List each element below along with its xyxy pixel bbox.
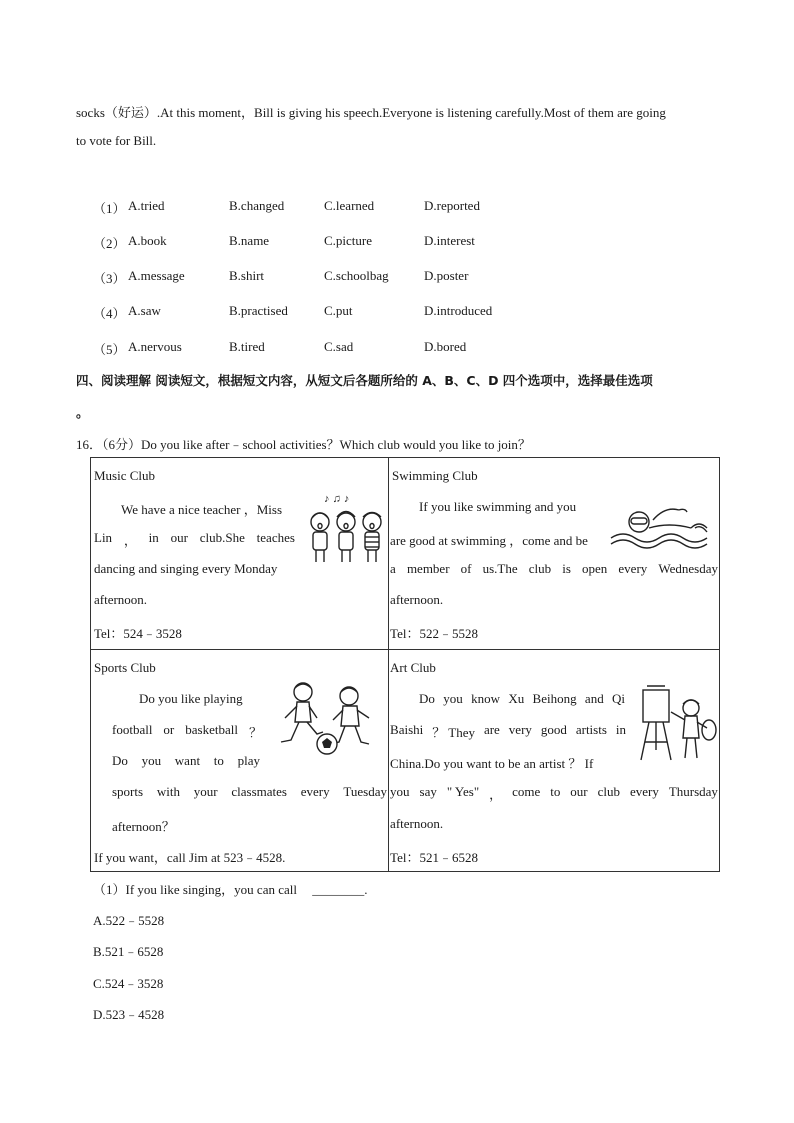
option-c[interactable]: C.picture <box>324 233 373 248</box>
club-text: We have a nice teacher ，Miss <box>121 502 283 517</box>
option-b[interactable]: B.shirt <box>229 268 265 283</box>
club-text: afternoon. <box>94 592 148 607</box>
option-a[interactable]: A.saw <box>128 303 161 318</box>
passage-line-2: to vote for Bill. <box>76 133 157 148</box>
option-b[interactable]: B.practised <box>229 303 288 318</box>
answer-blank[interactable]: ________. <box>312 882 368 897</box>
club-text: Lin ， in our club.She teaches <box>94 530 295 548</box>
club-text: sports with your classmates every Tuesday <box>112 784 387 799</box>
club-name: Swimming Club <box>392 468 478 483</box>
option-number: （4） <box>93 306 126 321</box>
music-club-cell <box>91 458 389 650</box>
art-club-cell <box>389 650 720 872</box>
answer-option-d[interactable]: D.523﹣4528 <box>93 1007 165 1022</box>
option-number: （1） <box>93 201 126 216</box>
sub-question <box>93 879 368 898</box>
option-c[interactable]: C.put <box>324 303 353 318</box>
club-name: Music Club <box>94 468 156 483</box>
swimming-club-cell <box>389 458 720 650</box>
option-b[interactable]: B.name <box>229 233 270 248</box>
passage-line-1: socks（好运）.At this moment，Bill is giving his speech.Everyone is listening carefully.Most of them are going <box>76 105 666 120</box>
option-c[interactable]: C.schoolbag <box>324 268 389 283</box>
answer-option-b[interactable]: B.521﹣6528 <box>93 944 164 959</box>
club-text: you say " Yes" ， come to our club every Thursday <box>390 784 718 802</box>
option-d[interactable]: D.bored <box>424 339 467 354</box>
option-d[interactable]: D.reported <box>424 198 480 213</box>
club-tel: Tel：521﹣6528 <box>390 850 478 865</box>
option-d[interactable]: D.poster <box>424 268 469 283</box>
option-number: （2） <box>93 236 126 251</box>
club-text: Baishi ？ They are very good artists in <box>390 722 626 740</box>
club-text: China.Do you want to be an artist ？ If <box>390 756 594 771</box>
painter-easel-icon <box>635 684 719 764</box>
option-a[interactable]: A.nervous <box>128 339 182 354</box>
sports-club-cell <box>91 650 389 872</box>
option-d[interactable]: D.interest <box>424 233 475 248</box>
club-text: Do you know Xu Beihong and Qi <box>419 691 626 706</box>
sub-question-text: （1）If you like singing，you can call <box>93 882 297 897</box>
singing-kids-icon <box>306 492 386 566</box>
club-contact: If you want，call Jim at 523﹣4528. <box>94 850 286 865</box>
club-tel: Tel：524﹣3528 <box>94 626 182 641</box>
club-text: football or basketball ？ <box>112 722 262 740</box>
club-name: Art Club <box>390 660 436 675</box>
option-a[interactable]: A.message <box>128 268 185 283</box>
option-a[interactable]: A.tried <box>128 198 165 213</box>
answer-option-a[interactable]: A.522﹣5528 <box>93 913 165 928</box>
question-title: 16．（6分）Do you like after﹣school activities？Which club would you like to join？ <box>76 437 531 452</box>
section-heading: 四、阅读理解 阅读短文，根据短文内容，从短文后各题所给的 A、B、C、D 四个选项中，选择最佳选项 <box>76 373 653 388</box>
club-text: afternoon. <box>390 592 444 607</box>
club-text: Do you want to play <box>112 753 260 768</box>
option-a[interactable]: A.book <box>128 233 167 248</box>
club-name: Sports Club <box>94 660 156 675</box>
option-b[interactable]: B.tired <box>229 339 265 354</box>
option-number: （5） <box>93 342 126 357</box>
club-text: are good at swimming ，come and be <box>390 533 588 548</box>
club-text: afternoon. <box>390 816 444 831</box>
club-tel: Tel：522﹣5528 <box>390 626 478 641</box>
club-text: Do you like playing <box>139 691 243 706</box>
option-c[interactable]: C.sad <box>324 339 354 354</box>
option-b[interactable]: B.changed <box>229 198 285 213</box>
option-d[interactable]: D.introduced <box>424 303 493 318</box>
clubs-table <box>90 457 720 872</box>
club-text: afternoon？ <box>112 819 175 834</box>
club-text: dancing and singing every Monday <box>94 561 278 576</box>
option-number: （3） <box>93 271 126 286</box>
club-text: a member of us.The club is open every Wednesday <box>390 561 718 576</box>
answer-option-c[interactable]: C.524﹣3528 <box>93 976 164 991</box>
section-heading-end: 。 <box>76 405 90 420</box>
option-c[interactable]: C.learned <box>324 198 375 213</box>
football-players-icon <box>273 680 383 756</box>
club-text: If you like swimming and you <box>419 499 577 514</box>
music-notes-icon: ♪ ♫ ♪ <box>324 493 350 505</box>
swimmer-icon <box>609 498 713 550</box>
